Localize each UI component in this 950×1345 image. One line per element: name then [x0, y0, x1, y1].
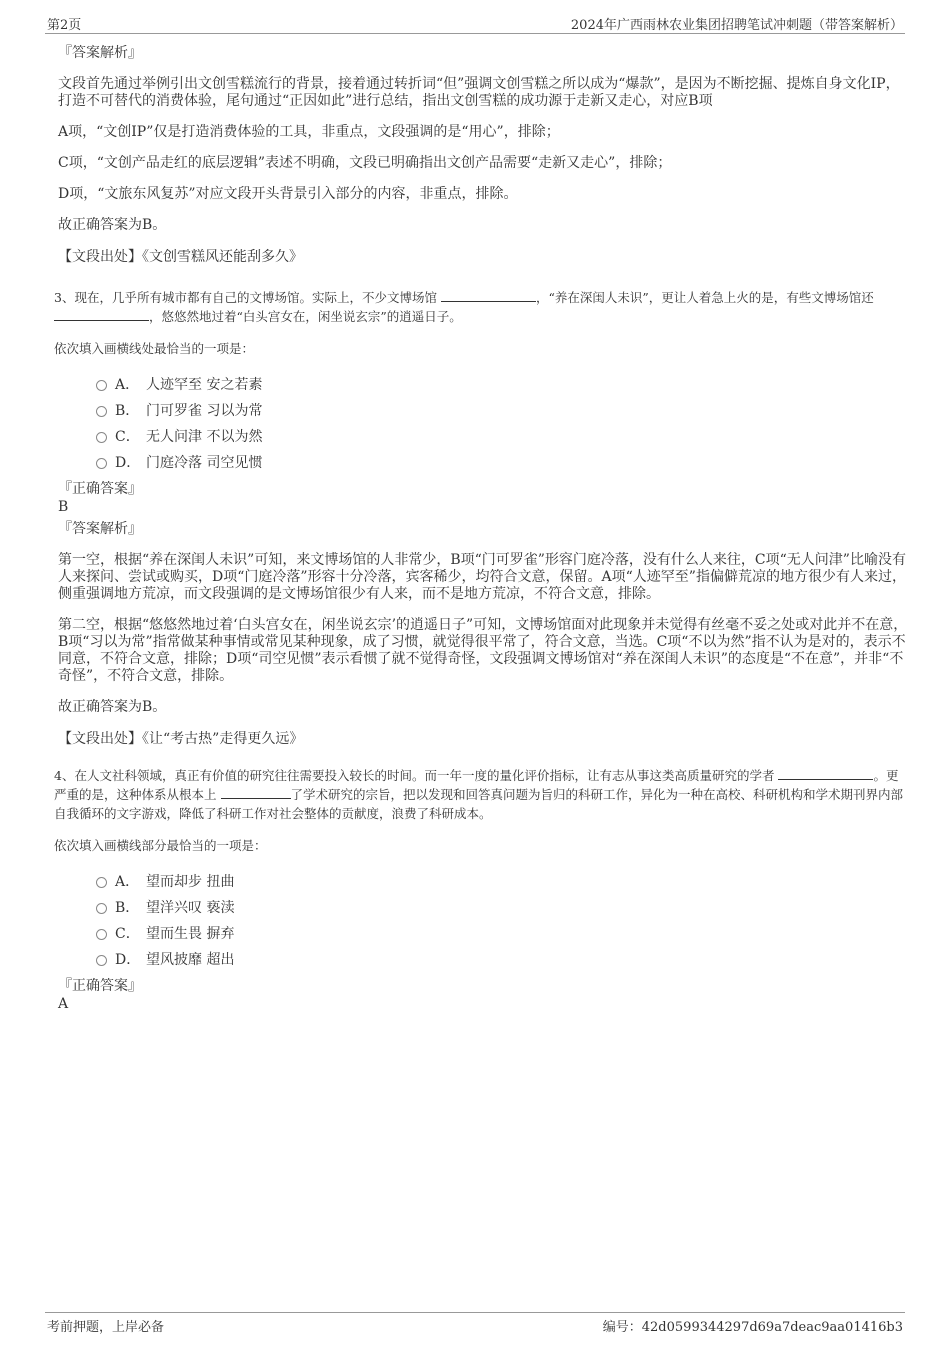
radio-icon[interactable] [96, 955, 107, 966]
question-3-options [96, 372, 908, 476]
option-c[interactable]: C． 望而生畏 摒弃 [96, 921, 908, 947]
option-c[interactable]: C． 无人问津 不以为然 [96, 424, 908, 450]
analysis-label: 『答案解析』 [58, 45, 142, 61]
page-header [45, 12, 905, 34]
analysis-paragraph: 第一空，根据“养在深闺人未识”可知，来文博场馆的人非常少，B项“门可罗雀”形容门庭冷落，没有什么人来往，C项“无人问津”比喻没有人来探问、尝试或购买，D项“门庭冷落”形容十分冷落，宾客稀少，均符合文意，保留。A项“人迹罕至”指偏僻荒凉的地方很少有人来过，侧重强调地方荒凉，而文段强调的是文博场馆很少有人来，而不是地方荒凉，不符合文意，排除。 [58, 552, 906, 602]
source-citation: 【文段出处】《让“考古热”走得更久远》 [58, 731, 304, 747]
question-4-prompt: 依次填入画横线部分最恰当的一项是： [54, 838, 267, 853]
analysis-conclusion: 故正确答案为B。 [58, 699, 167, 715]
radio-icon[interactable] [96, 432, 107, 443]
analysis-paragraph: 文段首先通过举例引出文创雪糕流行的背景，接着通过转折词“但”强调文创雪糕之所以成为“爆款”，是因为不断挖掘、提炼自身文化IP，打造不可替代的消费体验，尾句通过“正因如此”进行总结，指出文创雪糕的成功源于走新又走心，对应B项 [58, 76, 900, 109]
radio-icon[interactable] [96, 929, 107, 940]
analysis-paragraph: C项，“文创产品走红的底层逻辑”表述不明确，文段已明确指出文创产品需要“走新又走心”，排除； [58, 155, 672, 171]
analysis-paragraph: A项，“文创IP”仅是打造消费体验的工具，非重点，文段强调的是“用心”，排除； [58, 124, 560, 140]
correct-answer: A [58, 996, 69, 1012]
blank-1 [441, 290, 536, 302]
document-title: 2024年广西雨林农业集团招聘笔试冲刺题（带答案解析） [570, 18, 903, 33]
footer-slogan: 考前押题，上岸必备 [47, 1320, 165, 1335]
option-a[interactable]: A． 望而却步 扭曲 [96, 869, 908, 895]
option-b[interactable]: B． 门可罗雀 习以为常 [96, 398, 908, 424]
analysis-conclusion: 故正确答案为B。 [58, 217, 167, 233]
radio-icon[interactable] [96, 903, 107, 914]
radio-icon[interactable] [96, 458, 107, 469]
question-3-text: 3、现在，几乎所有城市都有自己的文博场馆。实际上，不少文博场馆 ，“养在深闺人未识”，更让人着急上火的是，有些文博场馆还 ，悠悠然地过着“白头宫女在，闲坐说玄宗”的逍遥日子。 [54, 290, 874, 324]
option-d[interactable]: D． 望风披靡 超出 [96, 947, 908, 973]
radio-icon[interactable] [96, 406, 107, 417]
analysis-paragraph: D项，“文旅东风复苏”对应文段开头背景引入部分的内容，非重点，排除。 [58, 186, 518, 202]
question-4-options [96, 869, 908, 973]
document-code: 编号：42d0599344297d69a7deac9aa01416b3 [602, 1320, 903, 1335]
option-a[interactable]: A． 人迹罕至 安之若素 [96, 372, 908, 398]
page-footer [45, 1312, 905, 1334]
radio-icon[interactable] [96, 877, 107, 888]
option-b[interactable]: B． 望洋兴叹 亵渎 [96, 895, 908, 921]
page-number: 第2页 [47, 18, 82, 33]
option-d[interactable]: D． 门庭冷落 司空见惯 [96, 450, 908, 476]
blank-2 [221, 787, 291, 799]
blank-1 [778, 768, 873, 780]
correct-answer-label: 『正确答案』 [58, 481, 142, 497]
page-content [54, 44, 908, 1017]
correct-answer-label: 『正确答案』 [58, 978, 142, 994]
question-3-prompt: 依次填入画横线处最恰当的一项是： [54, 341, 255, 356]
source-citation: 【文段出处】《文创雪糕风还能刮多久》 [58, 249, 303, 265]
correct-answer: B [58, 499, 69, 515]
analysis-label: 『答案解析』 [58, 521, 142, 537]
blank-2 [54, 309, 149, 321]
analysis-paragraph: 第二空，根据“悠悠然地过着‘白头宫女在，闲坐说玄宗’的逍遥日子”可知，文博场馆面对此现象并未觉得有丝毫不妥之处或对此并不在意，B项“习以为常”指常做某种事情或常见某种现象，成了习惯，就觉得很平常了，符合文意，当选。C项“不以为然”指不认为是对的，表示不同意，不符合文意，排除；D项“司空见惯”表示看惯了就不觉得奇怪，文段强调文博场馆对“养在深闺人未识”的态度是“不在意”，并非“不奇怪”，不符合文意，排除。 [58, 617, 908, 684]
radio-icon[interactable] [96, 380, 107, 391]
question-4-text: 4、在人文社科领域，真正有价值的研究往往需要投入较长的时间。而一年一度的量化评价指标，让有志从事这类高质量研究的学者 。更严重的是，这种体系从根本上 了学术研究的宗旨，把以发现和回答真问题为旨归的科研工作，异化为一种在高校、科研机构和学术期刊界内部自我循环的文字游戏，降低了科研工作对社会整体的贡献度，浪费了科研成本。 [54, 768, 904, 821]
